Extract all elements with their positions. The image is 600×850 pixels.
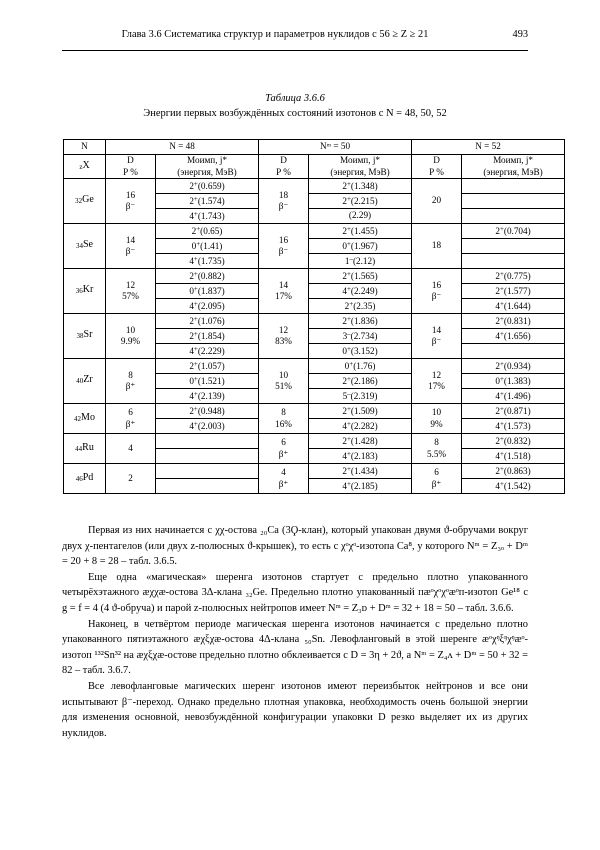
cell-d-zr-1: 10 51% xyxy=(259,359,309,404)
table-row xyxy=(64,359,565,374)
cell-level-kr-1-2: 2+(2.35) xyxy=(309,299,412,314)
cell-level-ru-0-1 xyxy=(156,449,259,464)
row-element-sr: 38Sr xyxy=(64,314,106,359)
cell-level-ge-0-2: 4+(1.743) xyxy=(156,209,259,224)
header-group-1: Nᵐ = 50 xyxy=(259,140,412,155)
table-row xyxy=(64,404,565,419)
cell-level-se-0-0: 2+(0.65) xyxy=(156,224,259,239)
cell-d-sr-2: 14 β⁻ xyxy=(412,314,462,359)
table-body xyxy=(64,179,565,494)
cell-level-pd-2-0: 2+(0.863) xyxy=(462,464,565,479)
table-row xyxy=(64,179,565,194)
cell-level-kr-0-1: 0+(1.837) xyxy=(156,284,259,299)
paragraph-1: Первая из них начинается с χχ-остова ₂₀Ca (3Ϙ-клан), который упакован двумя ϑ-обручами вокруг двух χ-пентагелов (или двух z-полюсных ϑ-крышек), то есть с χᵒχᵒ-изотопа Ca⁸, у которого Nᵐ = Z₃ₒ + Dᵐ = 20 + 8 = 28 – табл. 3.6.5. xyxy=(62,525,528,568)
header-group-0: N = 48 xyxy=(106,140,259,155)
running-head xyxy=(62,28,528,51)
page-number: 493 xyxy=(512,29,528,40)
cell-level-ge-0-0: 2+(0.659) xyxy=(156,179,259,194)
cell-level-se-2-1 xyxy=(462,239,565,254)
row-element-mo: 42Mo xyxy=(64,404,106,434)
table-header-row-groups xyxy=(64,140,565,155)
cell-level-kr-0-0: 2+(0.882) xyxy=(156,269,259,284)
cell-d-ge-1: 18 β⁻ xyxy=(259,179,309,224)
cell-level-zr-1-1: 2+(2.186) xyxy=(309,374,412,389)
header-moment-0: Моимп, j* (энергия, МэВ) xyxy=(156,155,259,179)
cell-level-zr-2-2: 4+(1.496) xyxy=(462,389,565,404)
cell-level-sr-2-1: 4+(1.656) xyxy=(462,329,565,344)
cell-level-ge-0-1: 2+(1.574) xyxy=(156,194,259,209)
cell-d-ru-1: 6 β⁺ xyxy=(259,434,309,464)
cell-level-sr-1-1: 3–(2.734) xyxy=(309,329,412,344)
cell-level-sr-0-2: 4+(2.229) xyxy=(156,344,259,359)
cell-level-ge-2-1 xyxy=(462,194,565,209)
cell-d-se-0: 14 β⁻ xyxy=(106,224,156,269)
isotone-energy-table xyxy=(63,139,565,494)
cell-level-ge-2-2 xyxy=(462,209,565,224)
cell-level-pd-0-1 xyxy=(156,479,259,494)
cell-level-pd-2-1: 4+(1.542) xyxy=(462,479,565,494)
row-element-ge: 32Ge xyxy=(64,179,106,224)
cell-level-kr-1-1: 4+(2.249) xyxy=(309,284,412,299)
paragraph-3: Наконец, в четвёртом периоде магическая шеренга изотонов начинается с предельно плотно упакованного пятиэтажного æχξχæ-остова 4Δ-клана ₅₀Sn. Левофланговый в этой шеренге æᵒχᵑξᵑχᵑæᵒ-изотоп ¹³²Sn³² на æχξχæ-остове предельно плотно обклеивается с D = 3η + 2ϑ, а Nᵐ = Z₄ᴧ + Dᵐ = 50 + 32 = 82 – табл. 3.6.7. xyxy=(62,618,528,677)
cell-level-kr-2-0: 2+(0.775) xyxy=(462,269,565,284)
cell-d-pd-0: 2 xyxy=(106,464,156,494)
cell-level-ge-1-2: (2.29) xyxy=(309,209,412,224)
cell-level-mo-0-1: 4+(2.003) xyxy=(156,419,259,434)
table-row xyxy=(64,464,565,479)
cell-level-zr-0-1: 0+(1.521) xyxy=(156,374,259,389)
cell-level-sr-1-2: 0+(3.152) xyxy=(309,344,412,359)
cell-d-ge-2: 20 xyxy=(412,179,462,224)
table-row xyxy=(64,269,565,284)
cell-d-ru-2: 8 5.5% xyxy=(412,434,462,464)
cell-d-pd-2: 6 β⁺ xyxy=(412,464,462,494)
cell-d-sr-1: 12 83% xyxy=(259,314,309,359)
header-d-2: D P % xyxy=(412,155,462,179)
cell-d-ru-0: 4 xyxy=(106,434,156,464)
cell-level-mo-2-0: 2+(0.871) xyxy=(462,404,565,419)
row-element-se: 34Se xyxy=(64,224,106,269)
table-row xyxy=(64,224,565,239)
cell-level-mo-0-0: 2+(0.948) xyxy=(156,404,259,419)
cell-level-se-1-2: 1–(2.12) xyxy=(309,254,412,269)
header-group-2: N = 52 xyxy=(412,140,565,155)
header-d-0: D P % xyxy=(106,155,156,179)
cell-d-ge-0: 16 β⁻ xyxy=(106,179,156,224)
cell-d-pd-1: 4 β⁺ xyxy=(259,464,309,494)
cell-level-sr-1-0: 2+(1.836) xyxy=(309,314,412,329)
cell-d-zr-2: 12 17% xyxy=(412,359,462,404)
cell-d-kr-0: 12 57% xyxy=(106,269,156,314)
row-element-pd: 46Pd xyxy=(64,464,106,494)
cell-level-kr-2-1: 2+(1.577) xyxy=(462,284,565,299)
cell-d-kr-2: 16 β⁻ xyxy=(412,269,462,314)
cell-d-se-1: 16 β⁻ xyxy=(259,224,309,269)
cell-level-pd-1-1: 4+(2.185) xyxy=(309,479,412,494)
cell-level-mo-1-1: 4+(2.282) xyxy=(309,419,412,434)
cell-level-ge-1-0: 2+(1.348) xyxy=(309,179,412,194)
cell-d-mo-0: 6 β⁺ xyxy=(106,404,156,434)
paragraph-4: Все левофланговые магических шеренг изотонов имеют переизбыток нейтронов и все они испытывают β⁻-переход. Однако предельно плотная упаковка, необходимость очень большой энергии для изменения основной, невозбуждённой конфигурации упаковки D резко выделяет их из других нуклидов. xyxy=(62,680,528,739)
cell-level-kr-0-2: 4+(2.095) xyxy=(156,299,259,314)
cell-d-zr-0: 8 β⁺ xyxy=(106,359,156,404)
cell-level-sr-2-2 xyxy=(462,344,565,359)
table-caption xyxy=(62,92,528,121)
cell-level-mo-1-0: 2+(1.509) xyxy=(309,404,412,419)
cell-level-zr-1-0: 0+(1.76) xyxy=(309,359,412,374)
cell-level-se-1-1: 0+(1.967) xyxy=(309,239,412,254)
cell-level-pd-0-0 xyxy=(156,464,259,479)
table-header-row-columns xyxy=(64,155,565,179)
cell-level-kr-1-0: 2+(1.565) xyxy=(309,269,412,284)
table-row xyxy=(64,434,565,449)
cell-level-zr-1-2: 5–(2.319) xyxy=(309,389,412,404)
cell-level-zr-0-2: 4+(2.139) xyxy=(156,389,259,404)
cell-level-zr-2-1: 0+(1.383) xyxy=(462,374,565,389)
header-element-zx: zX xyxy=(64,155,106,179)
table-caption-text: Энергии первых возбуждённых состояний изотонов с N = 48, 50, 52 xyxy=(143,108,447,119)
paragraph-2: Еще одна «магическая» шеренга изотонов стартует с предельно плотно упакованного четырёхэтажного æχχæ-остова 3Δ-клана ₃₂Ge. Предельно плотно упакованный пæᵒχᵒχᵒæᵒп-изотоп Ge¹⁸ с g = f = 4 (4 ϑ-обруча) и парой z-полюсных нейтропов имеет Nᵐ = Z₃ᴅ + Dᵐ = 32 + 18 = 50 – табл. 3.6.6. xyxy=(62,571,528,614)
cell-level-mo-2-1: 4+(1.573) xyxy=(462,419,565,434)
cell-d-sr-0: 10 9.9% xyxy=(106,314,156,359)
cell-level-ge-1-1: 2+(2.215) xyxy=(309,194,412,209)
header-corner-n: N xyxy=(64,140,106,155)
cell-d-mo-2: 10 9% xyxy=(412,404,462,434)
cell-d-kr-1: 14 17% xyxy=(259,269,309,314)
cell-level-ge-2-0 xyxy=(462,179,565,194)
cell-level-se-0-1: 0+(1.41) xyxy=(156,239,259,254)
cell-level-kr-2-2: 4+(1.644) xyxy=(462,299,565,314)
table-row xyxy=(64,314,565,329)
body-text xyxy=(62,523,528,741)
cell-level-se-2-0: 2+(0.704) xyxy=(462,224,565,239)
header-moment-2: Моимп, j* (энергия, МэВ) xyxy=(462,155,565,179)
cell-level-pd-1-0: 2+(1.434) xyxy=(309,464,412,479)
running-head-title: Глава 3.6 Систематика структур и параметров нуклидов с 56 ≥ Z ≥ 21 xyxy=(121,29,429,40)
cell-level-ru-0-0 xyxy=(156,434,259,449)
row-element-ru: 44Ru xyxy=(64,434,106,464)
cell-level-sr-2-0: 2+(0.831) xyxy=(462,314,565,329)
cell-level-zr-0-0: 2+(1.057) xyxy=(156,359,259,374)
cell-level-se-0-2: 4+(1.735) xyxy=(156,254,259,269)
header-moment-1: Моимп, j* (энергия, МэВ) xyxy=(309,155,412,179)
row-element-kr: 36Kr xyxy=(64,269,106,314)
cell-d-se-2: 18 xyxy=(412,224,462,269)
cell-d-mo-1: 8 16% xyxy=(259,404,309,434)
cell-level-ru-1-1: 4+(2.183) xyxy=(309,449,412,464)
cell-level-se-1-0: 2+(1.455) xyxy=(309,224,412,239)
cell-level-zr-2-0: 2+(0.934) xyxy=(462,359,565,374)
row-element-zr: 40Zr xyxy=(64,359,106,404)
cell-level-ru-2-1: 4+(1.518) xyxy=(462,449,565,464)
cell-level-ru-1-0: 2+(1.428) xyxy=(309,434,412,449)
cell-level-ru-2-0: 2+(0.832) xyxy=(462,434,565,449)
cell-level-se-2-2 xyxy=(462,254,565,269)
cell-level-sr-0-1: 2+(1.854) xyxy=(156,329,259,344)
header-d-1: D P % xyxy=(259,155,309,179)
table-head xyxy=(64,140,565,179)
cell-level-sr-0-0: 2+(1.076) xyxy=(156,314,259,329)
table-caption-number: Таблица 3.6.6 xyxy=(265,93,325,104)
